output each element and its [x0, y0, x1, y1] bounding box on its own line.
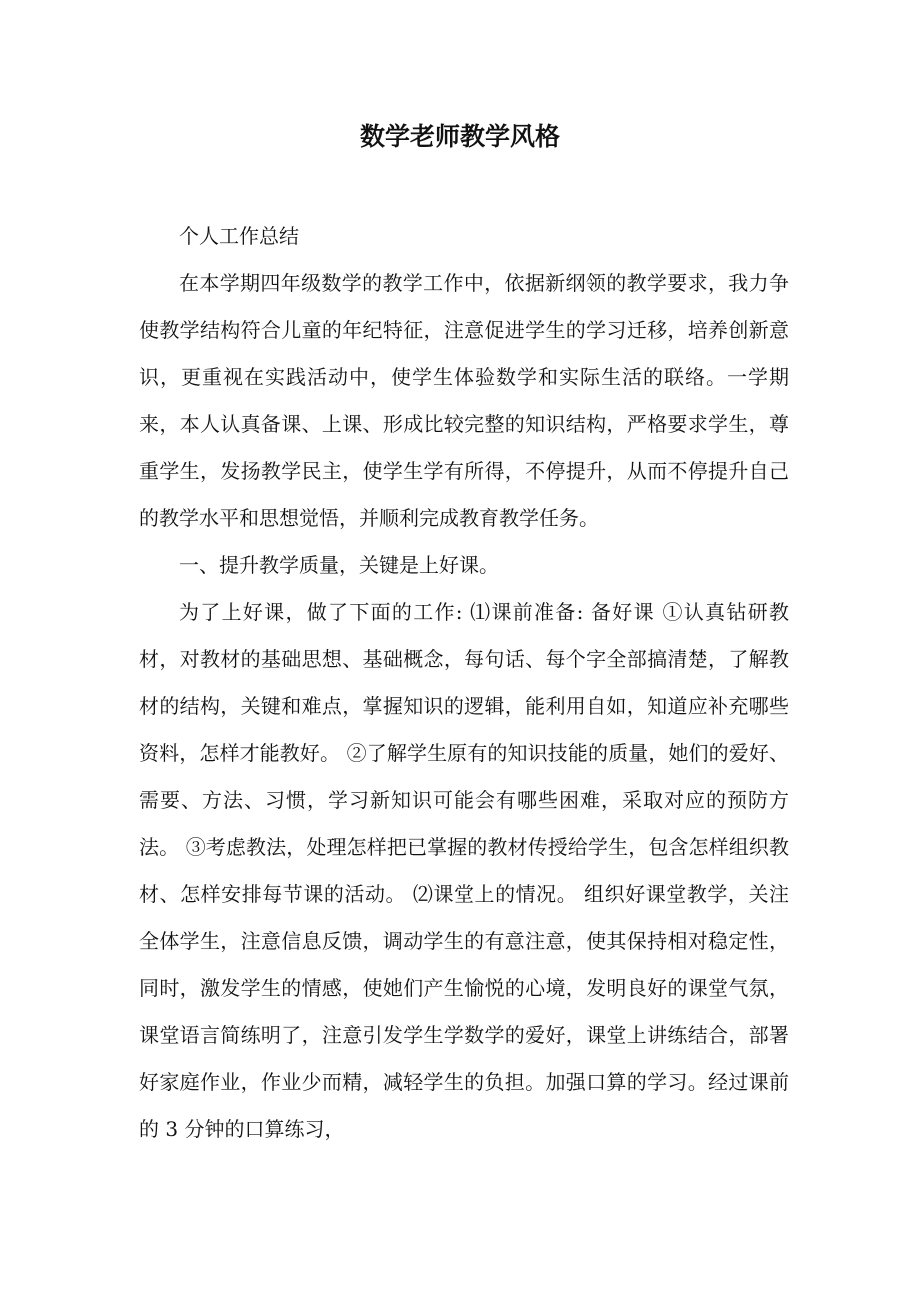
lesson-prep-paragraph: 为了上好课，做了下面的工作: ⑴课前准备: 备好课 ①认真钻研教材，对教材的基础思想、基础概念，每句话、每个字全部搞清楚，了解教材的结构，关键和难点，掌握知识的逻辑，能利用自如，知道应补充哪些资料，怎样才能教好。 ②了解学生原有的知识技能的质量，她们的爱好、需要、方法、习惯，学习新知识可能会有哪些困难，采取对应的预防方法。 ③考虑教法，处理怎样把已掌握的教材传授给学生，包含怎样组织教材、怎样安排每节课的活动。 ⑵课堂上的情况。 组织好课堂教学，关注全体学生，注意信息反馈，调动学生的有意注意，使其保持相对稳定性，同时，激发学生的情感，使她们产生愉悦的心境，发明良好的课堂气氛，课堂语言简练明了，注意引发学生学数学的爱好，课堂上讲练结合，部署好家庭作业，作业少而精，减轻学生的负担。加强口算的学习。经过课前的 3 分钟的口算练习， [139, 600, 789, 1141]
page-title: 数学老师教学风格 [359, 122, 560, 151]
section-heading-summary: 个人工作总结 [179, 224, 299, 248]
document-body [139, 213, 789, 1153]
section-heading-quality: 一、提升教学质量，关键是上好课。 [179, 553, 499, 577]
intro-paragraph: 在本学期四年级数学的教学工作中，依据新纲领的教学要求，我力争使教学结构符合儿童的年纪特征，注意促进学生的学习迁移，培养创新意识，更重视在实践活动中，使学生体验数学和实际生活的联络。一学期来，本人认真备课、上课、形成比较完整的知识结构，严格要求学生，尊重学生，发扬教学民主，使学生学有所得，不停提升，从而不停提升自己的教学水平和思想觉悟，并顺利完成教育教学任务。 [139, 271, 789, 530]
